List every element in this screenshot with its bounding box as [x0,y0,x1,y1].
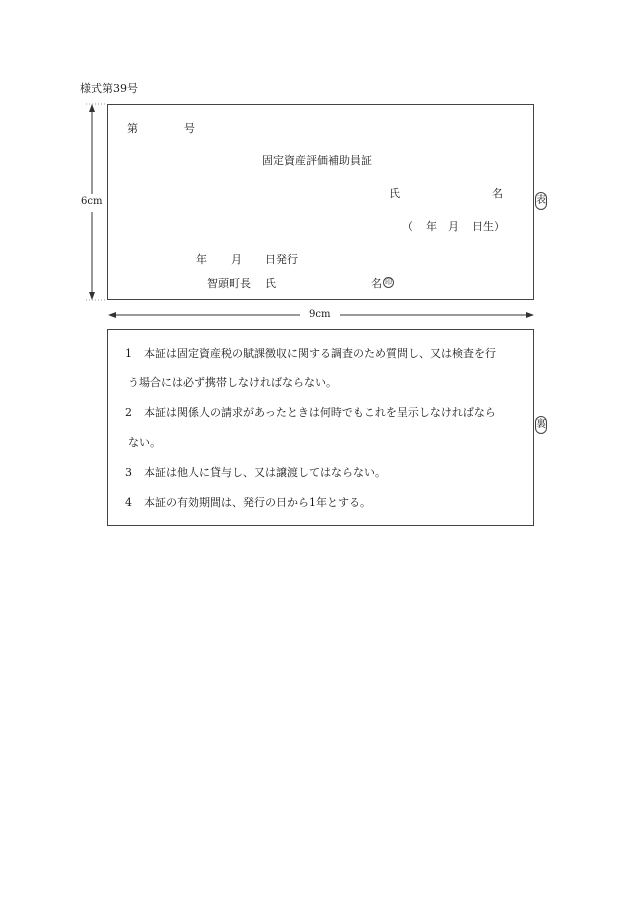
back-item-line: 本証は固定資産税の賦課徴収に関する調査のため質問し、又は検査を行 [144,347,496,360]
back-side-mark [535,416,547,434]
number-prefix: 第 [127,122,138,135]
issue-year: 年 [196,253,207,266]
front-side-mark [535,192,547,210]
issue-day: 日発行 [265,253,298,266]
issuer-name-label: 氏 [265,277,276,290]
back-item-number: 4 [125,496,132,509]
back-item-number: 1 [125,347,132,360]
card-title: 固定資産評価補助員証 [262,154,372,167]
birth-open-paren: （ [402,220,413,233]
birth-year: 年 [426,220,437,233]
birth-day: 日生） [472,220,505,233]
height-dimension-label: 6cm [81,196,103,207]
back-item-continuation: ない。 [128,436,161,449]
back-item-number: 3 [125,466,132,479]
name-label-left: 氏 [389,187,400,200]
front-card [107,104,534,300]
back-item-number: 2 [125,406,132,419]
width-dimension-label: 9cm [309,309,331,320]
issuer-seal-label: 名 [371,277,382,290]
front-side-mark-text: 表 [536,195,546,206]
seal-mark-glyph: 印 [385,278,392,286]
seal-mark [383,277,394,288]
name-label-right: 名 [492,187,503,200]
issue-month: 月 [231,253,242,266]
back-item-line: 本証は他人に貸与し、又は譲渡してはならない。 [144,466,386,479]
birth-month: 月 [448,220,459,233]
back-item-continuation: う場合には必ず携帯しなければならない。 [128,376,337,389]
form-number: 様式第39号 [80,82,138,95]
number-suffix: 号 [184,122,195,135]
back-item-line: 本証は関係人の請求があったときは何時でもこれを呈示しなければなら [144,406,496,419]
issuer-title: 智頭町長 [207,277,251,290]
back-side-mark-text: 裏 [536,419,546,430]
back-item-line: 本証の有効期間は、発行の日から1年とする。 [144,496,371,509]
